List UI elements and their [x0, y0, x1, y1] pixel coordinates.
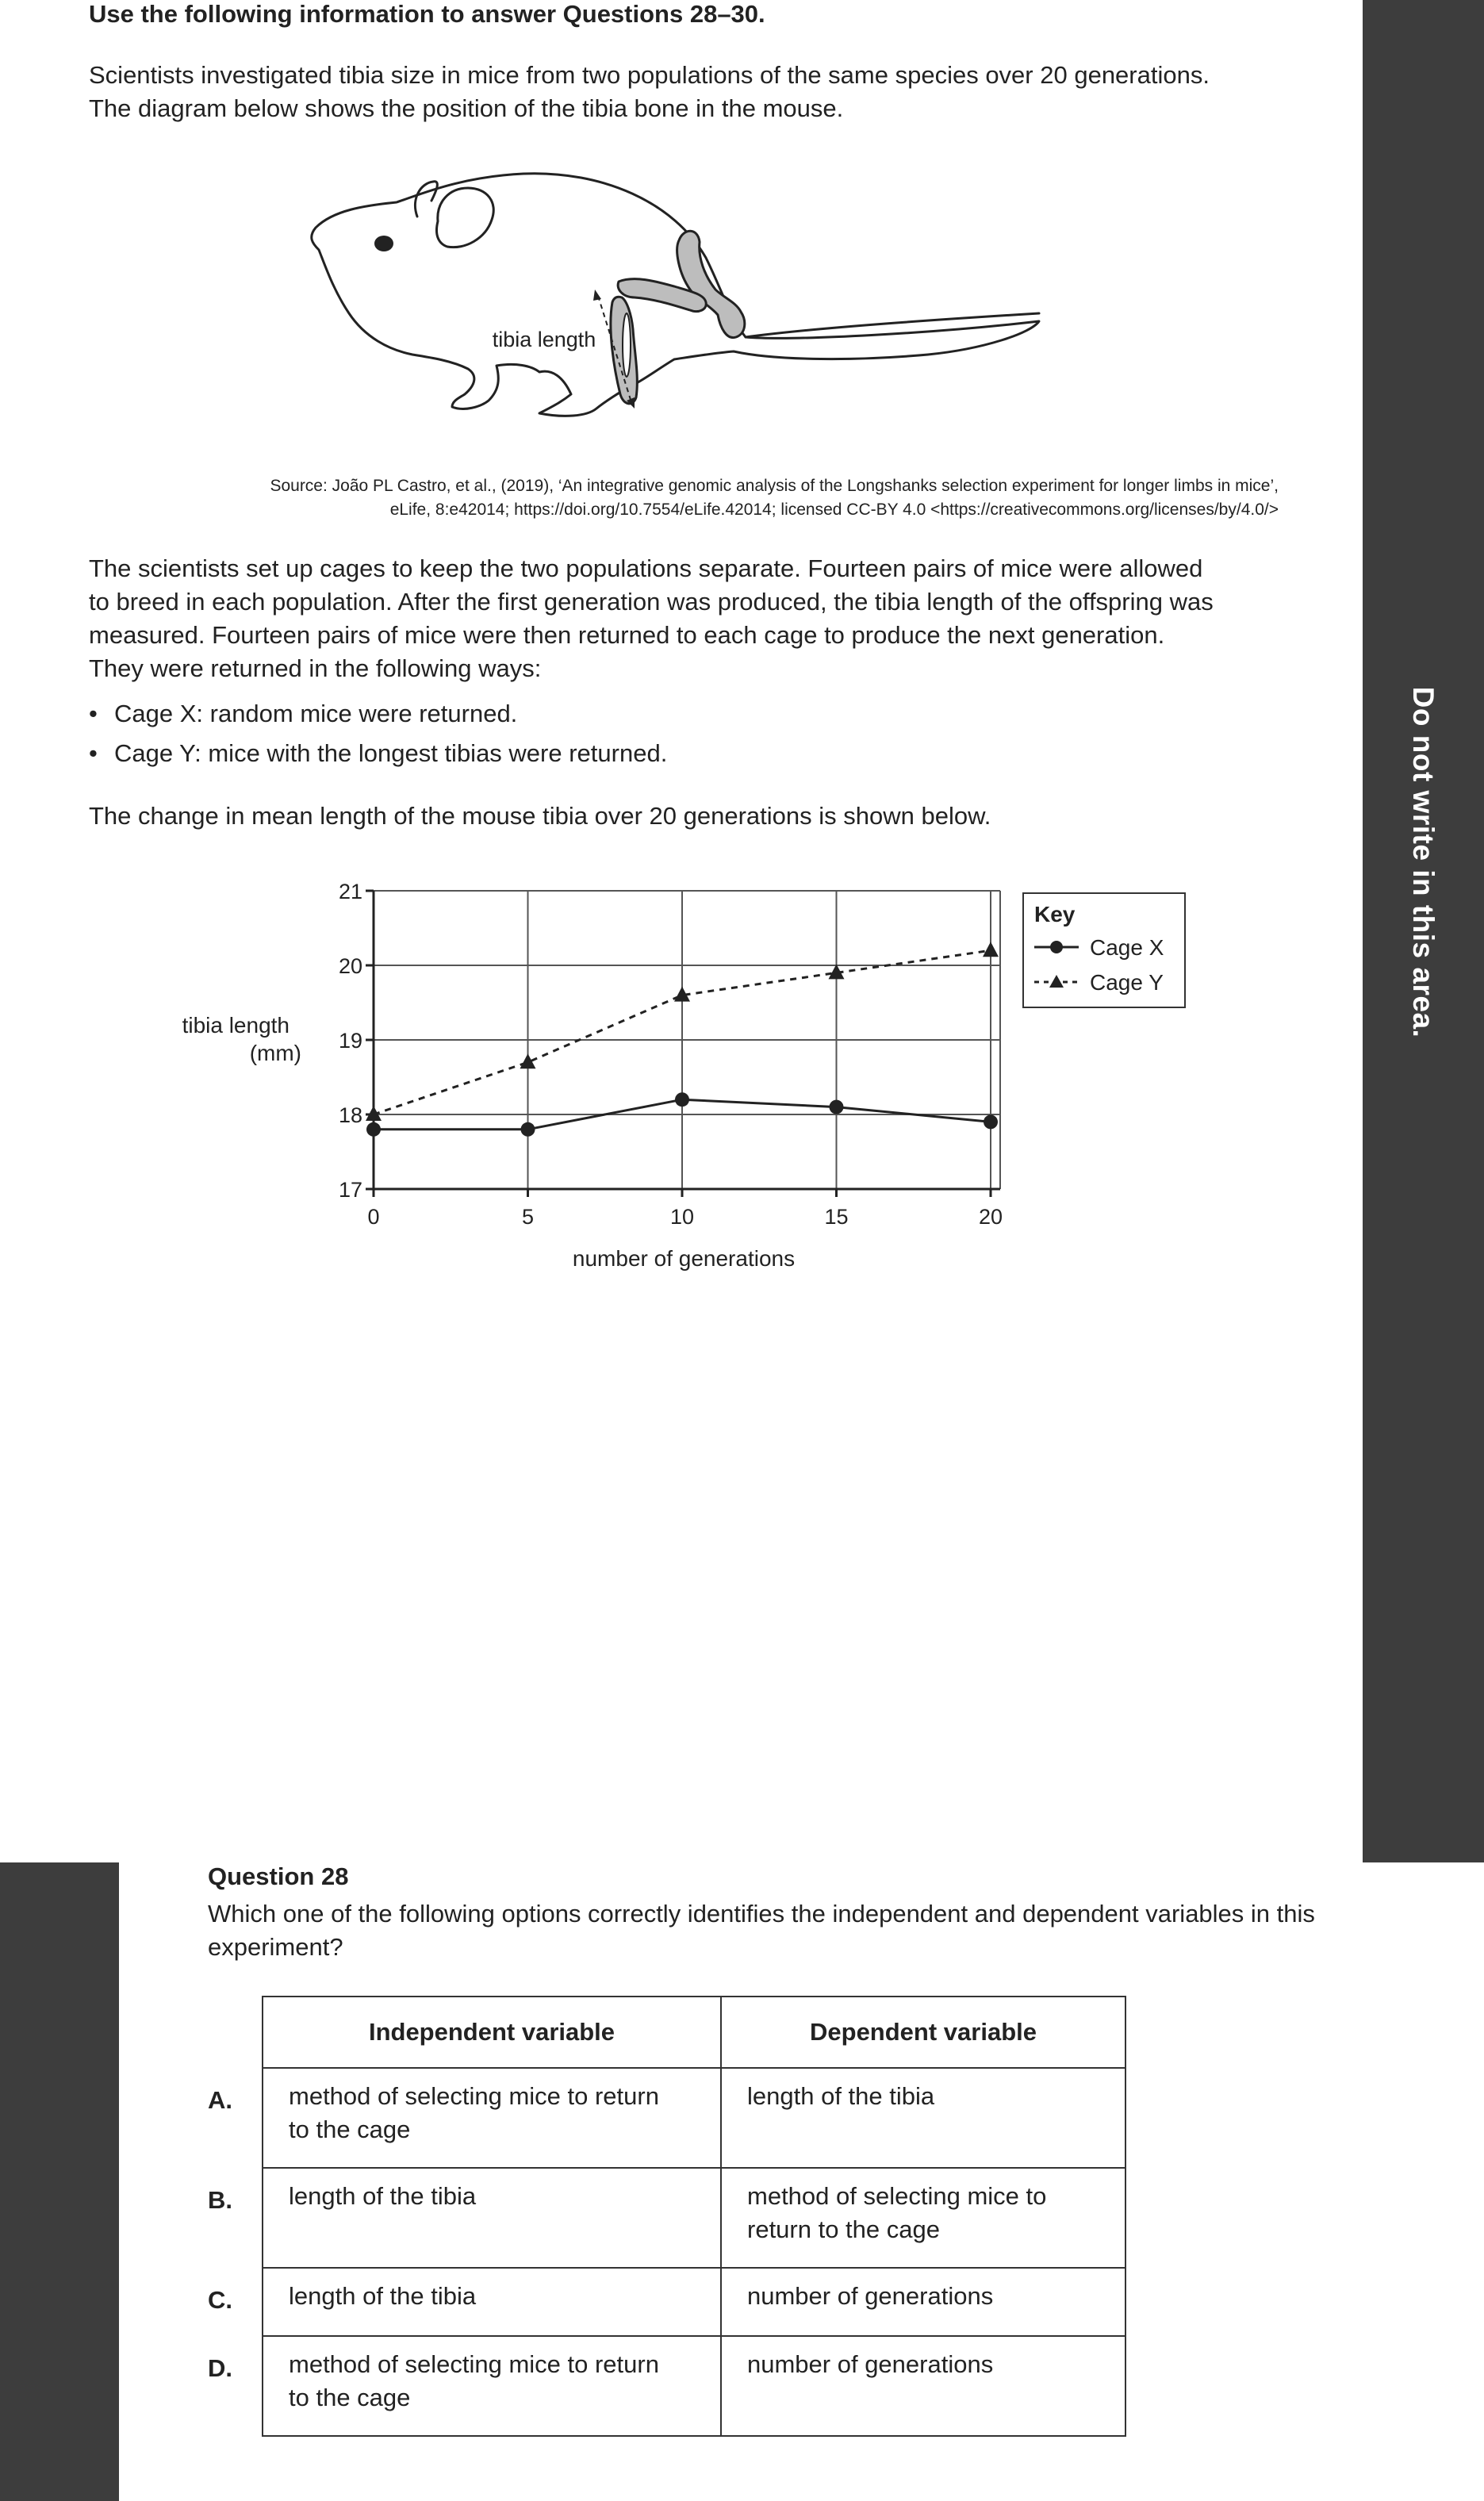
point-cage-y-x20: [983, 942, 999, 957]
method-line-3: measured. Fourteen pairs of mice were then returned to each cage to produce the next generation.: [89, 621, 1165, 649]
question-title: Question 28: [208, 1862, 349, 1890]
header-dependent: Dependent variable: [721, 1997, 1125, 2068]
y-tick-label-18: 18: [338, 1103, 362, 1127]
options-header-row: [263, 1997, 1125, 2068]
margin-note: Do not write in this area.: [1407, 686, 1440, 1038]
graph-intro: The change in mean length of the mouse tibia over 20 generations is shown below.: [89, 802, 991, 830]
header-independent: Independent variable: [263, 1997, 721, 2068]
method-line-2: to breed in each population. After the first generation was produced, the tibia length of the offspring was: [89, 588, 1214, 616]
options-table: [262, 1996, 1126, 2437]
femur-bone: [677, 231, 745, 337]
question-text-line-2: experiment?: [208, 1933, 343, 1961]
option-d-independent: method of selecting mice to return to the cage: [263, 2336, 721, 2436]
tibia-length-chart: [159, 865, 1206, 1293]
option-letter-c[interactable]: C.: [208, 2286, 232, 2314]
method-line-1: The scientists set up cages to keep the two populations separate. Fourteen pairs of mice were allowed: [89, 554, 1203, 582]
legend-label-cage-x: Cage X: [1090, 935, 1164, 960]
source-line-1: Source: João PL Castro, et al., (2019), ‘An integrative genomic analysis of the Longshanks selection experiment for longer limbs in mice’,: [270, 477, 1279, 495]
chart-grid: [374, 891, 1000, 1189]
option-a-independent: method of selecting mice to return to the cage: [263, 2068, 721, 2168]
point-cage-x-x15: [830, 1100, 844, 1114]
option-row-d[interactable]: [263, 2336, 1125, 2436]
option-row-b[interactable]: [263, 2168, 1125, 2268]
option-letter-b[interactable]: B.: [208, 2186, 232, 2214]
mouse-ear: [437, 188, 494, 247]
y-tick-label-21: 21: [338, 880, 362, 903]
x-tick-label-15: 15: [824, 1205, 849, 1229]
option-d-dependent: number of generations: [721, 2336, 1125, 2436]
stimulus-heading: Use the following information to answer Questions 28–30.: [89, 0, 765, 28]
source-citation: [143, 474, 1279, 522]
x-tick-label-0: 0: [367, 1205, 380, 1229]
y-tick-label-20: 20: [338, 954, 362, 978]
legend-title: Key: [1034, 902, 1076, 926]
y-axis-label-line-1: tibia length: [182, 1013, 290, 1038]
y-tick-label-17: 17: [338, 1178, 362, 1202]
bullet-dot: •: [89, 700, 98, 727]
option-c-independent: length of the tibia: [263, 2268, 721, 2336]
x-tick-label-5: 5: [521, 1205, 535, 1229]
point-cage-x-x5: [521, 1122, 535, 1137]
mouse-eye: [374, 236, 393, 251]
question-text: [208, 1897, 1366, 1964]
bullet-dot: •: [89, 739, 98, 767]
chart-legend: [1023, 893, 1185, 1007]
legend-marker-cage-x: [1050, 941, 1063, 953]
y-axis-label-line-2: (mm): [249, 1041, 301, 1065]
x-tick-label-10: 10: [669, 1205, 695, 1229]
mouse-diagram: [301, 171, 1063, 440]
option-letter-d[interactable]: D.: [208, 2354, 232, 2382]
point-cage-x-x0: [366, 1122, 381, 1137]
chart-ticks: [339, 880, 1003, 1229]
method-line-4: They were returned in the following ways:: [89, 654, 542, 682]
intro-line-2: The diagram below shows the position of the tibia bone in the mouse.: [89, 94, 844, 122]
question-text-line-1: Which one of the following options correctly identifies the independent and dependent variables in this: [208, 1900, 1315, 1928]
x-tick-label-20: 20: [978, 1205, 1003, 1229]
right-margin-bar: [1363, 0, 1484, 1862]
legend-label-cage-y: Cage Y: [1090, 970, 1164, 995]
option-b-dependent: method of selecting mice to return to the cage: [721, 2168, 1125, 2268]
source-line-2: eLife, 8:e42014; https://doi.org/10.7554/eLife.42014; licensed CC-BY 4.0 <https://creativecommons.org/licenses/by/4.0/>: [389, 501, 1279, 519]
point-cage-x-x20: [984, 1114, 998, 1129]
x-axis-label: number of generations: [572, 1246, 796, 1271]
option-row-a[interactable]: [263, 2068, 1125, 2168]
point-cage-x-x10: [675, 1092, 689, 1107]
option-letter-a[interactable]: A.: [208, 2086, 232, 2114]
option-c-dependent: number of generations: [721, 2268, 1125, 2336]
left-margin-bar: [0, 1862, 119, 2501]
option-a-dependent: length of the tibia: [721, 2068, 1125, 2168]
y-tick-label-19: 19: [338, 1029, 362, 1053]
option-row-c[interactable]: [263, 2268, 1125, 2336]
intro-line-1: Scientists investigated tibia size in mice from two populations of the same species over 20 generations.: [89, 61, 1210, 89]
option-b-independent: length of the tibia: [263, 2168, 721, 2268]
tibia-length-label: tibia length: [492, 328, 596, 351]
